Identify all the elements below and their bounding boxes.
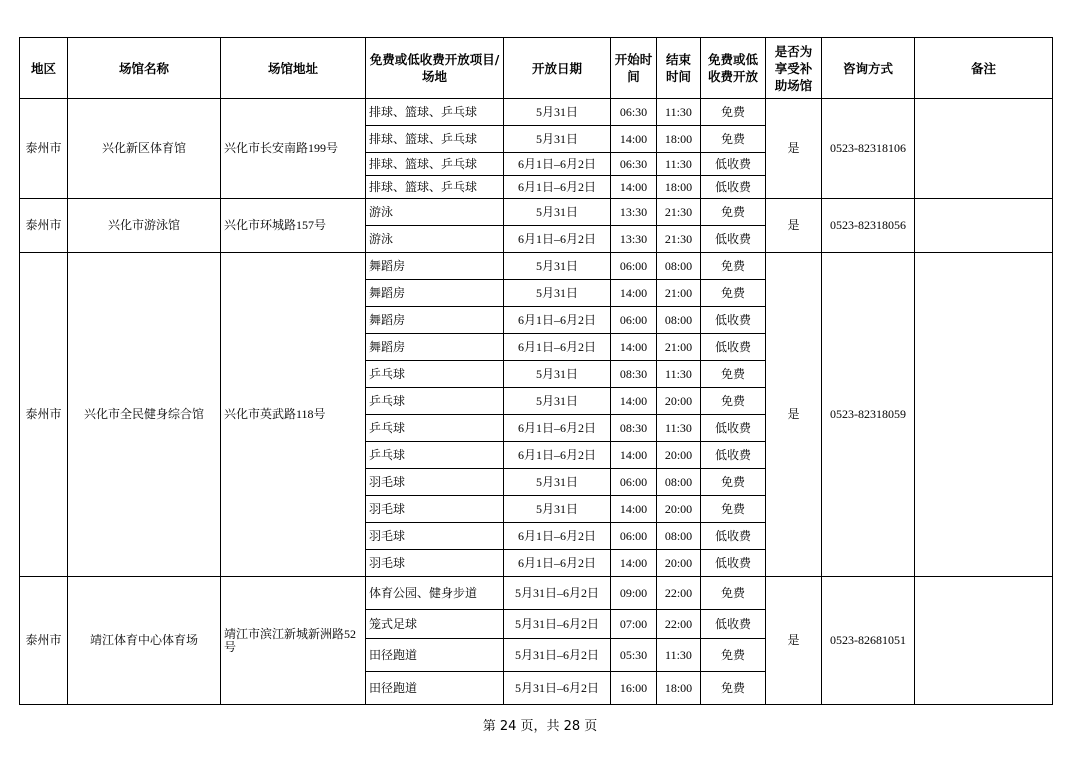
cell-fee-type: 免费 xyxy=(701,672,766,705)
cell-start-time: 08:30 xyxy=(611,361,657,388)
cell-fee-type: 免费 xyxy=(701,280,766,307)
cell-venue-address: 兴化市英武路118号 xyxy=(221,253,366,577)
cell-fee-type: 免费 xyxy=(701,199,766,226)
cell-region: 泰州市 xyxy=(20,577,68,705)
cell-fee-type: 低收费 xyxy=(701,334,766,361)
cell-contact: 0523-82318056 xyxy=(822,199,915,253)
cell-end-time: 11:30 xyxy=(657,361,701,388)
cell-subsidized: 是 xyxy=(766,199,822,253)
cell-project: 乒乓球 xyxy=(366,361,504,388)
cell-project: 排球、篮球、乒乓球 xyxy=(366,176,504,199)
cell-open-date: 5月31日–6月2日 xyxy=(504,672,611,705)
cell-start-time: 07:00 xyxy=(611,610,657,639)
cell-fee-type: 低收费 xyxy=(701,176,766,199)
cell-open-date: 5月31日–6月2日 xyxy=(504,639,611,672)
cell-end-time: 11:30 xyxy=(657,639,701,672)
cell-end-time: 22:00 xyxy=(657,577,701,610)
cell-project: 田径跑道 xyxy=(366,672,504,705)
header-region: 地区 xyxy=(20,38,68,99)
cell-end-time: 08:00 xyxy=(657,469,701,496)
cell-open-date: 5月31日 xyxy=(504,280,611,307)
cell-open-date: 5月31日 xyxy=(504,99,611,126)
cell-fee-type: 低收费 xyxy=(701,442,766,469)
cell-end-time: 20:00 xyxy=(657,550,701,577)
header-contact: 咨询方式 xyxy=(822,38,915,99)
cell-project: 乒乓球 xyxy=(366,415,504,442)
header-venue-address: 场馆地址 xyxy=(221,38,366,99)
cell-project: 舞蹈房 xyxy=(366,334,504,361)
cell-region: 泰州市 xyxy=(20,253,68,577)
cell-project: 羽毛球 xyxy=(366,550,504,577)
cell-venue-address: 兴化市长安南路199号 xyxy=(221,99,366,199)
cell-project: 游泳 xyxy=(366,226,504,253)
cell-end-time: 11:30 xyxy=(657,99,701,126)
cell-fee-type: 免费 xyxy=(701,388,766,415)
cell-start-time: 16:00 xyxy=(611,672,657,705)
cell-venue-name: 靖江体育中心体育场 xyxy=(68,577,221,705)
cell-start-time: 14:00 xyxy=(611,496,657,523)
cell-end-time: 18:00 xyxy=(657,672,701,705)
cell-open-date: 6月1日–6月2日 xyxy=(504,550,611,577)
cell-fee-type: 低收费 xyxy=(701,307,766,334)
cell-fee-type: 低收费 xyxy=(701,415,766,442)
cell-start-time: 06:30 xyxy=(611,153,657,176)
cell-start-time: 13:30 xyxy=(611,226,657,253)
cell-project: 排球、篮球、乒乓球 xyxy=(366,153,504,176)
cell-fee-type: 免费 xyxy=(701,126,766,153)
cell-open-date: 5月31日–6月2日 xyxy=(504,577,611,610)
header-subsidized: 是否为享受补助场馆 xyxy=(766,38,822,99)
cell-end-time: 11:30 xyxy=(657,415,701,442)
cell-end-time: 21:30 xyxy=(657,226,701,253)
cell-project: 游泳 xyxy=(366,199,504,226)
cell-venue-name: 兴化新区体育馆 xyxy=(68,99,221,199)
cell-start-time: 08:30 xyxy=(611,415,657,442)
cell-open-date: 6月1日–6月2日 xyxy=(504,307,611,334)
cell-project: 羽毛球 xyxy=(366,523,504,550)
cell-open-date: 6月1日–6月2日 xyxy=(504,153,611,176)
cell-end-time: 21:30 xyxy=(657,199,701,226)
cell-open-date: 6月1日–6月2日 xyxy=(504,415,611,442)
cell-project: 舞蹈房 xyxy=(366,253,504,280)
cell-remarks xyxy=(915,99,1053,199)
cell-subsidized: 是 xyxy=(766,253,822,577)
cell-end-time: 18:00 xyxy=(657,126,701,153)
cell-open-date: 5月31日–6月2日 xyxy=(504,610,611,639)
cell-open-date: 6月1日–6月2日 xyxy=(504,226,611,253)
cell-start-time: 13:30 xyxy=(611,199,657,226)
cell-end-time: 21:00 xyxy=(657,334,701,361)
cell-open-date: 5月31日 xyxy=(504,388,611,415)
table-row xyxy=(20,99,1053,126)
cell-start-time: 14:00 xyxy=(611,388,657,415)
cell-project: 羽毛球 xyxy=(366,469,504,496)
cell-contact: 0523-82318106 xyxy=(822,99,915,199)
cell-project: 乒乓球 xyxy=(366,388,504,415)
cell-remarks xyxy=(915,199,1053,253)
cell-project: 田径跑道 xyxy=(366,639,504,672)
cell-fee-type: 免费 xyxy=(701,469,766,496)
cell-region: 泰州市 xyxy=(20,199,68,253)
cell-venue-name: 兴化市全民健身综合馆 xyxy=(68,253,221,577)
cell-end-time: 22:00 xyxy=(657,610,701,639)
cell-project: 体育公园、健身步道 xyxy=(366,577,504,610)
table-body xyxy=(20,99,1053,705)
cell-open-date: 6月1日–6月2日 xyxy=(504,523,611,550)
cell-fee-type: 免费 xyxy=(701,361,766,388)
cell-start-time: 05:30 xyxy=(611,639,657,672)
cell-contact: 0523-82681051 xyxy=(822,577,915,705)
cell-project: 排球、篮球、乒乓球 xyxy=(366,99,504,126)
venue-schedule-table xyxy=(19,37,1053,705)
cell-fee-type: 免费 xyxy=(701,253,766,280)
cell-open-date: 5月31日 xyxy=(504,361,611,388)
cell-start-time: 09:00 xyxy=(611,577,657,610)
cell-subsidized: 是 xyxy=(766,577,822,705)
cell-fee-type: 低收费 xyxy=(701,226,766,253)
cell-open-date: 5月31日 xyxy=(504,199,611,226)
cell-fee-type: 免费 xyxy=(701,577,766,610)
cell-start-time: 14:00 xyxy=(611,176,657,199)
cell-start-time: 14:00 xyxy=(611,442,657,469)
cell-venue-address: 靖江市滨江新城新洲路52号 xyxy=(221,577,366,705)
table-row xyxy=(20,253,1053,280)
cell-project: 舞蹈房 xyxy=(366,307,504,334)
table-row xyxy=(20,577,1053,610)
header-open-date: 开放日期 xyxy=(504,38,611,99)
cell-start-time: 06:00 xyxy=(611,307,657,334)
cell-remarks xyxy=(915,253,1053,577)
cell-open-date: 5月31日 xyxy=(504,469,611,496)
cell-end-time: 18:00 xyxy=(657,176,701,199)
header-start-time: 开始时间 xyxy=(611,38,657,99)
cell-start-time: 06:00 xyxy=(611,523,657,550)
cell-fee-type: 免费 xyxy=(701,99,766,126)
cell-project: 乒乓球 xyxy=(366,442,504,469)
header-end-time: 结束时间 xyxy=(657,38,701,99)
cell-end-time: 20:00 xyxy=(657,388,701,415)
cell-end-time: 08:00 xyxy=(657,307,701,334)
cell-end-time: 11:30 xyxy=(657,153,701,176)
cell-venue-name: 兴化市游泳馆 xyxy=(68,199,221,253)
cell-project: 排球、篮球、乒乓球 xyxy=(366,126,504,153)
cell-end-time: 20:00 xyxy=(657,442,701,469)
cell-open-date: 6月1日–6月2日 xyxy=(504,176,611,199)
cell-fee-type: 低收费 xyxy=(701,550,766,577)
cell-remarks xyxy=(915,577,1053,705)
cell-project: 羽毛球 xyxy=(366,496,504,523)
cell-open-date: 5月31日 xyxy=(504,496,611,523)
cell-venue-address: 兴化市环城路157号 xyxy=(221,199,366,253)
header-project: 免费或低收费开放项目/场地 xyxy=(366,38,504,99)
cell-open-date: 5月31日 xyxy=(504,253,611,280)
cell-fee-type: 低收费 xyxy=(701,610,766,639)
header-venue-name: 场馆名称 xyxy=(68,38,221,99)
cell-open-date: 5月31日 xyxy=(504,126,611,153)
cell-end-time: 20:00 xyxy=(657,496,701,523)
cell-project: 笼式足球 xyxy=(366,610,504,639)
cell-fee-type: 免费 xyxy=(701,496,766,523)
header-row xyxy=(20,38,1053,99)
cell-project: 舞蹈房 xyxy=(366,280,504,307)
cell-start-time: 06:30 xyxy=(611,99,657,126)
cell-region: 泰州市 xyxy=(20,99,68,199)
cell-end-time: 21:00 xyxy=(657,280,701,307)
cell-start-time: 14:00 xyxy=(611,280,657,307)
header-free-or-low: 免费或低收费开放 xyxy=(701,38,766,99)
cell-start-time: 14:00 xyxy=(611,550,657,577)
cell-start-time: 14:00 xyxy=(611,334,657,361)
cell-subsidized: 是 xyxy=(766,99,822,199)
page-number: 第 24 页，共 28 页 xyxy=(482,719,598,734)
cell-start-time: 06:00 xyxy=(611,253,657,280)
header-remarks: 备注 xyxy=(915,38,1053,99)
cell-start-time: 06:00 xyxy=(611,469,657,496)
cell-fee-type: 低收费 xyxy=(701,153,766,176)
cell-start-time: 14:00 xyxy=(611,126,657,153)
cell-end-time: 08:00 xyxy=(657,253,701,280)
cell-open-date: 6月1日–6月2日 xyxy=(504,334,611,361)
cell-fee-type: 免费 xyxy=(701,639,766,672)
cell-end-time: 08:00 xyxy=(657,523,701,550)
cell-open-date: 6月1日–6月2日 xyxy=(504,442,611,469)
table-row xyxy=(20,199,1053,226)
cell-fee-type: 低收费 xyxy=(701,523,766,550)
cell-contact: 0523-82318059 xyxy=(822,253,915,577)
